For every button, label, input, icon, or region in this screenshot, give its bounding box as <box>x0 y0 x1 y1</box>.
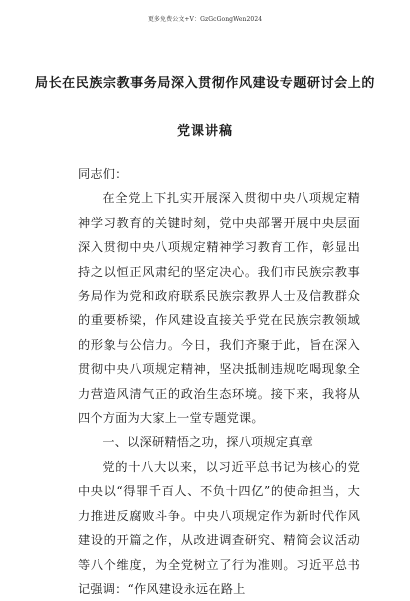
document-title: 局长在民族宗教事务局深入贯彻作风建设专题研讨会上的 <box>34 76 375 91</box>
document-body <box>78 162 360 601</box>
document-subtitle: 党课讲稿 <box>176 124 233 139</box>
paragraph: 在全党上下扎实开展深入贯彻中央八项规定精神学习教育的关键时刻，党中央部署开展中央层面深入贯彻中央八项规定精神学习教育工作，彰显出持之以恒正风肃纪的坚定决心。我们市民族宗教事务局作为党和政府联系民族宗教界人士及信教群众的重要桥梁，作风建设直接关乎党在民族宗教领域的形象与公信力。今日，我们齐聚于此，旨在深入贯彻中央八项规定精神，坚决抵制违规吃喝现象全力营造风清气正的政治生态环境。接下来，我将从四个方面为大家上一堂专题党课。 <box>78 191 360 426</box>
watermark-text: 更多免费公文+V：GzGcGongWen2024 <box>147 16 263 23</box>
paragraph: 党的十八大以来，以习近平总书记为核心的党中央以“得罪千百人、不负十四亿”的使命担当，大力推进反腐败斗争。中央八项规定作为新时代作风建设的开篇之作，从改进调查研究、精简会议活动等八个维度，为全党树立了行为准则。习近平总书记强调：“作风建设永远在路上 <box>78 459 360 596</box>
salutation: 同志们： <box>78 167 128 181</box>
section-heading: 一、以深研精悟之功，探八项规定真章 <box>102 435 313 450</box>
